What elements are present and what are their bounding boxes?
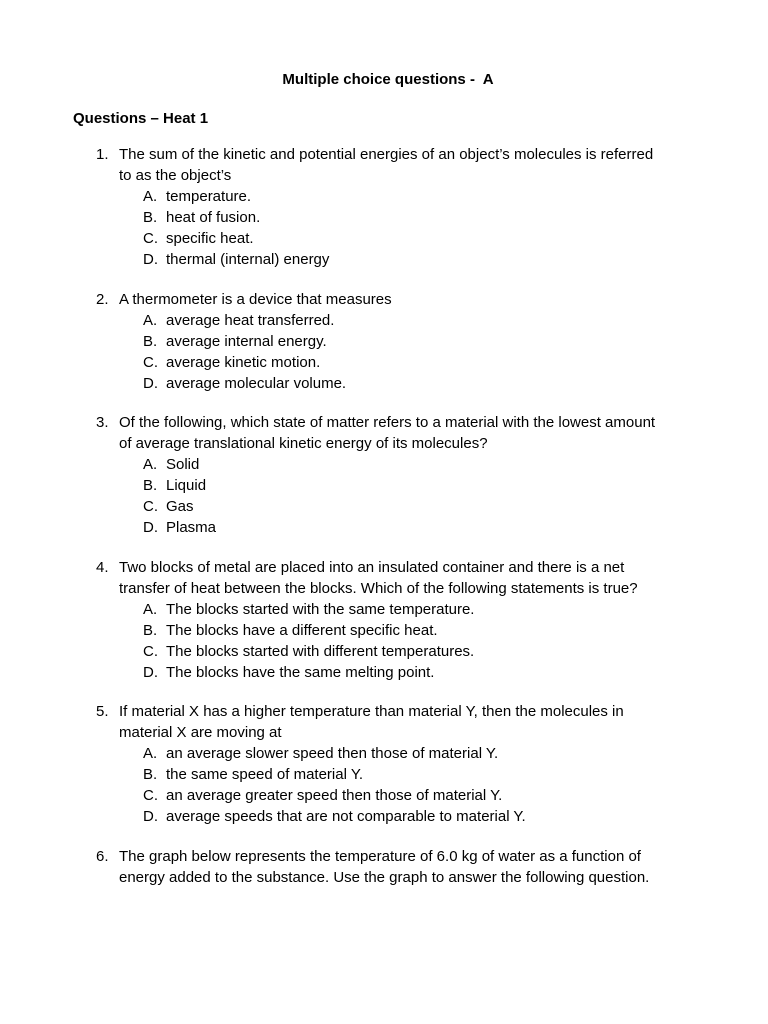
choice-text: average kinetic motion. — [166, 353, 321, 371]
answer-choice — [0, 310, 768, 331]
choice-letter: B. — [143, 621, 158, 639]
answer-choice — [0, 373, 768, 394]
answer-choice — [0, 496, 768, 517]
question-item — [0, 412, 768, 538]
question-number: 1. — [96, 146, 109, 163]
question-line — [0, 165, 768, 186]
choice-text: The blocks started with the same temperature. — [166, 600, 475, 618]
answer-choice — [0, 352, 768, 373]
choice-text: temperature. — [166, 188, 252, 205]
question-number: 2. — [96, 290, 109, 308]
choice-letter: D. — [143, 663, 158, 681]
choice-text: average internal energy. — [166, 332, 327, 350]
answer-choice — [0, 620, 768, 641]
choice-letter: B. — [143, 332, 158, 350]
choice-text: an average slower speed then those of material Y. — [166, 745, 499, 762]
choice-text: The blocks have the same melting point. — [166, 663, 435, 681]
answer-choice — [0, 662, 768, 683]
choice-letter: B. — [143, 477, 158, 494]
question-text: material X are moving at — [119, 724, 282, 741]
document-title: Multiple choice questions - A — [282, 71, 494, 88]
question-text: Of the following, which state of matter refers to a material with the lowest amount — [119, 414, 656, 431]
question-item — [0, 144, 768, 270]
question-number: 6. — [96, 847, 109, 865]
choice-text: Gas — [166, 498, 194, 515]
choice-letter: B. — [143, 209, 158, 226]
answer-choice — [0, 641, 768, 662]
question-text: Two blocks of metal are placed into an insulated container and there is a net — [119, 558, 625, 576]
choice-text: Solid — [166, 456, 200, 473]
question-list — [0, 144, 768, 906]
choice-letter: C. — [143, 498, 158, 515]
question-item — [0, 557, 768, 683]
choice-letter: A. — [143, 188, 158, 205]
answer-choice — [0, 785, 768, 806]
choice-text: average heat transferred. — [166, 311, 335, 329]
question-line — [0, 412, 768, 433]
question-text: The sum of the kinetic and potential energies of an object’s molecules is referred — [119, 146, 654, 163]
question-line — [0, 701, 768, 722]
choice-letter: D. — [143, 519, 158, 536]
question-number: 3. — [96, 414, 109, 431]
answer-choice — [0, 599, 768, 620]
answer-choice — [0, 517, 768, 538]
answer-choice — [0, 186, 768, 207]
choice-text: thermal (internal) energy — [166, 251, 330, 268]
question-line — [0, 867, 768, 888]
question-line — [0, 578, 768, 599]
choice-letter: D. — [143, 251, 158, 268]
question-number: 4. — [96, 558, 109, 576]
answer-choice — [0, 764, 768, 785]
choice-text: Liquid — [166, 477, 207, 494]
choice-letter: D. — [143, 808, 158, 825]
choice-letter: C. — [143, 353, 158, 371]
question-text: transfer of heat between the blocks. Which of the following statements is true? — [119, 579, 638, 597]
question-line — [0, 722, 768, 743]
question-text: of average translational kinetic energy of its molecules? — [119, 435, 488, 452]
choice-letter: A. — [143, 311, 158, 329]
question-text: The graph below represents the temperature of 6.0 kg of water as a function of — [119, 847, 641, 865]
choice-text: average molecular volume. — [166, 374, 347, 392]
question-item — [0, 846, 768, 888]
answer-choice — [0, 331, 768, 352]
answer-choice — [0, 249, 768, 270]
question-line — [0, 289, 768, 310]
question-line — [0, 846, 768, 867]
choice-text: Plasma — [166, 519, 217, 536]
choice-text: average speeds that are not comparable to material Y. — [166, 808, 526, 825]
question-line — [0, 144, 768, 165]
choice-letter: A. — [143, 745, 158, 762]
choice-letter: C. — [143, 787, 158, 804]
choice-letter: D. — [143, 374, 158, 392]
choice-letter: C. — [143, 642, 158, 660]
question-item — [0, 289, 768, 394]
question-text: energy added to the substance. Use the graph to answer the following question. — [119, 868, 650, 886]
choice-text: an average greater speed then those of material Y. — [166, 787, 503, 804]
answer-choice — [0, 207, 768, 228]
section-heading: Questions – Heat 1 — [73, 110, 209, 127]
question-line — [0, 557, 768, 578]
choice-text: The blocks have a different specific heat. — [166, 621, 438, 639]
answer-choice — [0, 228, 768, 249]
question-line — [0, 433, 768, 454]
question-text: If material X has a higher temperature than material Y, then the molecules in — [119, 703, 624, 720]
question-number: 5. — [96, 703, 109, 720]
choice-letter: C. — [143, 230, 158, 247]
choice-text: The blocks started with different temperatures. — [166, 642, 475, 660]
choice-letter: A. — [143, 456, 158, 473]
choice-text: heat of fusion. — [166, 209, 261, 226]
question-text: to as the object’s — [119, 167, 232, 184]
question-item — [0, 701, 768, 827]
answer-choice — [0, 454, 768, 475]
answer-choice — [0, 743, 768, 764]
choice-letter: B. — [143, 766, 158, 783]
answer-choice — [0, 475, 768, 496]
answer-choice — [0, 806, 768, 827]
choice-text: specific heat. — [166, 230, 254, 247]
question-text: A thermometer is a device that measures — [119, 290, 392, 308]
choice-letter: A. — [143, 600, 158, 618]
choice-text: the same speed of material Y. — [166, 766, 364, 783]
